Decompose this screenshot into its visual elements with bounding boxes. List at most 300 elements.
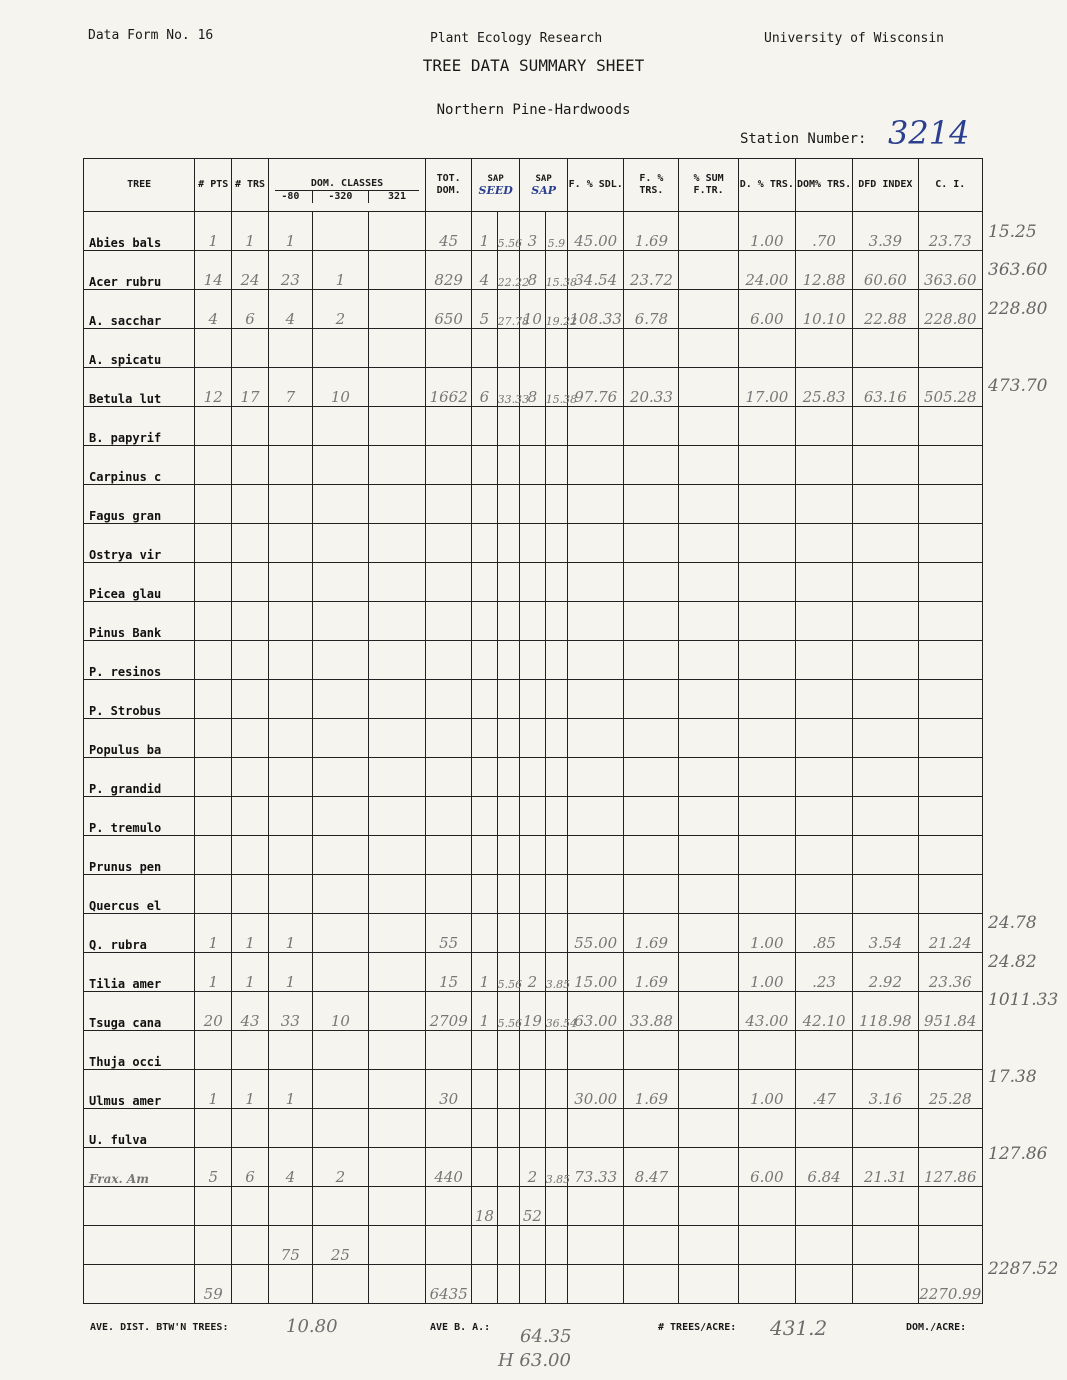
cell-dtrs: 17.00 [738,368,795,407]
cell-ftrs: 20.33 [624,368,679,407]
cell-dfd [853,875,918,914]
cell-b [312,1187,368,1226]
cell-c [368,212,425,251]
tree-name: Frax. Am [84,1148,195,1187]
cell-s3 [520,758,546,797]
cell-a [268,1187,312,1226]
cell-sum [679,368,738,407]
cell-dom [795,680,852,719]
cell-b [312,524,368,563]
cell-ftrs: 1.69 [624,212,679,251]
dom-acre-label: DOM./ACRE: [906,1322,967,1333]
cell-dtrs [738,602,795,641]
cell-fsdl [568,1109,624,1148]
university: University of Wisconsin [764,31,945,46]
cell-fsdl: 45.00 [568,212,624,251]
cell-c [368,1226,425,1265]
cell-s3 [520,446,546,485]
cell-trs [232,719,269,758]
tree-name [84,1265,195,1304]
cell-ci [918,407,982,446]
margin-value: 2287.52 [988,1258,1059,1279]
cell-s2 [497,914,519,953]
cell-fsdl [568,1226,624,1265]
table-row [84,992,983,1031]
cell-c [368,1070,425,1109]
cell-dfd [853,446,918,485]
cell-dfd [853,641,918,680]
cell-dtrs [738,1226,795,1265]
cell-trs [232,563,269,602]
cell-s1 [472,836,498,875]
cell-b: 2 [312,290,368,329]
cell-tot: 829 [426,251,472,290]
cell-sum [679,602,738,641]
cell-ftrs [624,446,679,485]
cell-tot: 15 [426,953,472,992]
cell-c [368,368,425,407]
table-row [84,1187,983,1226]
cell-trs [232,602,269,641]
cell-c [368,524,425,563]
cell-dtrs: 1.00 [738,1070,795,1109]
cell-sum [679,992,738,1031]
cell-sum [679,797,738,836]
cell-tot [426,329,472,368]
cell-dom [795,875,852,914]
tree-name: Pinus Bank [84,602,195,641]
cell-dtrs [738,680,795,719]
cell-ftrs [624,1031,679,1070]
avedist-label: AVE. DIST. BTW'N TREES: [90,1322,229,1333]
cell-dom: .47 [795,1070,852,1109]
cell-pts [195,1109,232,1148]
cell-dfd [853,329,918,368]
cell-ftrs: 8.47 [624,1148,679,1187]
sheet-title: TREE DATA SUMMARY SHEET [422,56,645,75]
cell-s3: 8 [520,251,546,290]
cell-dtrs: 1.00 [738,914,795,953]
cell-ci [918,1109,982,1148]
cell-dtrs [738,446,795,485]
cell-dfd [853,485,918,524]
cell-dfd [853,1226,918,1265]
cell-tot [426,446,472,485]
sap-label-hand: SAP [531,184,557,197]
table-row [84,251,983,290]
cell-fsdl [568,641,624,680]
cell-s4 [545,485,567,524]
cell-ftrs [624,563,679,602]
cell-dtrs [738,1187,795,1226]
cell-c [368,1187,425,1226]
cell-dom [795,1226,852,1265]
cell-b: 1 [312,251,368,290]
cell-trs [232,875,269,914]
cell-a: 33 [268,992,312,1031]
cell-s2 [497,563,519,602]
tree-name: Picea glau [84,563,195,602]
tree-name: A. spicatu [84,329,195,368]
tree-name: Tilia amer [84,953,195,992]
cell-b: 10 [312,368,368,407]
cell-dtrs: 6.00 [738,1148,795,1187]
cell-ci: 2270.99 [918,1265,982,1304]
cell-tot [426,1226,472,1265]
cell-s2 [497,641,519,680]
cell-c [368,563,425,602]
cell-tot [426,797,472,836]
cell-dfd: 63.16 [853,368,918,407]
cell-a [268,602,312,641]
cell-s4 [545,1226,567,1265]
col-tree: TREE [84,159,195,212]
cell-s1 [472,446,498,485]
cell-s3 [520,914,546,953]
cell-dtrs [738,875,795,914]
cell-pts: 1 [195,953,232,992]
cell-trs: 1 [232,914,269,953]
cell-sum [679,1187,738,1226]
cell-dtrs [738,758,795,797]
cell-fsdl: 97.76 [568,368,624,407]
cell-ci [918,719,982,758]
tree-name: U. fulva [84,1109,195,1148]
cell-s3 [520,797,546,836]
cell-ftrs [624,1187,679,1226]
cell-sum [679,485,738,524]
cell-s4 [545,680,567,719]
cell-dfd [853,797,918,836]
cell-s3 [520,407,546,446]
cell-ftrs [624,407,679,446]
cell-dom [795,446,852,485]
cell-fsdl: 73.33 [568,1148,624,1187]
cell-s4 [545,1109,567,1148]
cell-s4 [545,563,567,602]
cell-tot [426,407,472,446]
cell-c [368,875,425,914]
cell-dom [795,563,852,602]
cell-dfd [853,758,918,797]
cell-tot: 45 [426,212,472,251]
cell-ci [918,329,982,368]
cell-tot [426,524,472,563]
seed-label: SEED [478,184,513,197]
cell-c [368,992,425,1031]
cell-pts [195,524,232,563]
cell-s2 [497,875,519,914]
tree-name: Q. rubra [84,914,195,953]
tree-name: Populus ba [84,719,195,758]
cell-fsdl [568,1187,624,1226]
cell-s1 [472,1226,498,1265]
cell-dfd: 3.54 [853,914,918,953]
cell-dom: 6.84 [795,1148,852,1187]
cell-pts [195,719,232,758]
cell-tot: 55 [426,914,472,953]
tree-name: Betula lut [84,368,195,407]
sap-label: SAP [535,174,552,184]
cell-dtrs [738,1109,795,1148]
cell-s3 [520,524,546,563]
cell-sum [679,212,738,251]
table-row [84,602,983,641]
cell-trs [232,797,269,836]
avedist-value: 10.80 [286,1316,338,1337]
cell-trs [232,407,269,446]
col-dom-321: 321 [368,191,425,203]
tree-name: A. sacchar [84,290,195,329]
cell-tot [426,485,472,524]
cell-dfd: 22.88 [853,290,918,329]
cell-fsdl [568,875,624,914]
cell-tot: 30 [426,1070,472,1109]
cell-dom: 12.88 [795,251,852,290]
cell-sum [679,758,738,797]
tree-name: Acer rubru [84,251,195,290]
cell-b [312,563,368,602]
cell-s3: 8 [520,368,546,407]
cell-pts [195,485,232,524]
cell-dom [795,641,852,680]
tree-name: P. tremulo [84,797,195,836]
cell-c [368,1148,425,1187]
cell-a: 1 [268,914,312,953]
organization: Plant Ecology Research [430,31,603,46]
cell-trs: 6 [232,1148,269,1187]
cell-dtrs [738,1265,795,1304]
cell-s3: 52 [520,1187,546,1226]
cell-sum [679,1148,738,1187]
table-row [84,1226,983,1265]
cell-ci [918,641,982,680]
cell-b [312,329,368,368]
cell-dtrs [738,1031,795,1070]
cell-s4 [545,602,567,641]
cell-sum [679,446,738,485]
cell-s3 [520,680,546,719]
cell-c [368,719,425,758]
margin-value: 15.25 [988,222,1037,242]
cell-b [312,641,368,680]
cell-c [368,836,425,875]
cell-s3: 2 [520,953,546,992]
cell-b [312,446,368,485]
cell-s4: 3.85 [545,1148,567,1187]
cell-ci: 127.86 [918,1148,982,1187]
cell-sum [679,1070,738,1109]
cell-s3: 2 [520,1148,546,1187]
seed-sap-label: SAP [487,174,504,184]
cell-pts [195,1031,232,1070]
cell-tot [426,836,472,875]
table-row [84,1109,983,1148]
cell-pts [195,407,232,446]
aveba-value-2: H 63.00 [498,1350,571,1371]
cell-c [368,1109,425,1148]
dom-classes-label: DOM. CLASSES [275,168,419,191]
cell-dfd: 60.60 [853,251,918,290]
cell-s4 [545,407,567,446]
table-row [84,836,983,875]
tree-name: P. resinos [84,641,195,680]
cell-dfd [853,1031,918,1070]
cell-s1 [472,329,498,368]
col-f-trs: F. % TRS. [624,159,679,212]
cell-b [312,1070,368,1109]
tree-name: Tsuga cana [84,992,195,1031]
cell-ci [918,875,982,914]
table-row [84,329,983,368]
cell-b [312,914,368,953]
cell-s3 [520,1031,546,1070]
cell-s1 [472,485,498,524]
cell-c [368,914,425,953]
cell-c [368,641,425,680]
table-body [84,212,983,1304]
cell-a [268,758,312,797]
cell-fsdl: 55.00 [568,914,624,953]
cell-ci: 363.60 [918,251,982,290]
cell-ci [918,1031,982,1070]
cell-trs: 1 [232,1070,269,1109]
cell-a [268,407,312,446]
tree-name: P. Strobus [84,680,195,719]
tree-name: B. papyrif [84,407,195,446]
cell-trs: 24 [232,251,269,290]
cell-sum [679,680,738,719]
cell-pts: 4 [195,290,232,329]
cell-ci: 25.28 [918,1070,982,1109]
cell-b [312,407,368,446]
cell-s1: 1 [472,212,498,251]
cell-ftrs [624,836,679,875]
cell-dom [795,1187,852,1226]
cell-trs: 6 [232,290,269,329]
cell-b [312,1109,368,1148]
cell-s1 [472,1265,498,1304]
cell-trs [232,836,269,875]
cell-ci [918,1226,982,1265]
cell-dom [795,1109,852,1148]
cell-fsdl [568,485,624,524]
cell-c [368,680,425,719]
tree-name: Prunus pen [84,836,195,875]
cell-s2 [497,719,519,758]
col-dom-trs: DOM% TRS. [795,159,852,212]
cell-a: 1 [268,212,312,251]
tree-name: Quercus el [84,875,195,914]
cell-dfd: 118.98 [853,992,918,1031]
cell-s3 [520,719,546,758]
cell-sum [679,251,738,290]
cell-pts [195,680,232,719]
cell-ci [918,836,982,875]
cell-pts: 1 [195,212,232,251]
cell-fsdl [568,797,624,836]
cell-s2: 5.56 [497,992,519,1031]
cell-trs [232,485,269,524]
cell-ci [918,1187,982,1226]
cell-dfd [853,1187,918,1226]
cell-s4 [545,914,567,953]
cell-sum [679,953,738,992]
cell-fsdl [568,1031,624,1070]
cell-fsdl [568,719,624,758]
table-row [84,1148,983,1187]
cell-dtrs: 1.00 [738,212,795,251]
cell-s4 [545,1070,567,1109]
cell-ci [918,758,982,797]
cell-s1 [472,875,498,914]
cell-sum [679,290,738,329]
cell-dtrs [738,836,795,875]
cell-s4 [545,524,567,563]
cell-s1 [472,1148,498,1187]
cell-dom [795,485,852,524]
tree-name [84,1226,195,1265]
cell-trs [232,1031,269,1070]
sheet-subtitle: Northern Pine-Hardwoods [436,102,631,118]
cell-dtrs [738,719,795,758]
cell-dom [795,602,852,641]
cell-pts [195,836,232,875]
cell-s3 [520,1109,546,1148]
cell-dom [795,407,852,446]
cell-fsdl: 63.00 [568,992,624,1031]
cell-dfd [853,524,918,563]
cell-tot: 650 [426,290,472,329]
cell-s4: 36.54 [545,992,567,1031]
cell-s4 [545,875,567,914]
cell-s3 [520,1265,546,1304]
trees-acre-value: 431.2 [770,1316,828,1340]
cell-c [368,329,425,368]
table-row [84,680,983,719]
cell-trs: 1 [232,953,269,992]
cell-a [268,1031,312,1070]
cell-s1 [472,641,498,680]
cell-a [268,1265,312,1304]
cell-ftrs [624,719,679,758]
cell-trs: 43 [232,992,269,1031]
cell-trs: 17 [232,368,269,407]
table-row [84,524,983,563]
cell-s2 [497,407,519,446]
cell-sum [679,563,738,602]
cell-s1 [472,680,498,719]
cell-s4 [545,797,567,836]
cell-s2: 27.78 [497,290,519,329]
cell-pts [195,797,232,836]
cell-dom [795,1031,852,1070]
cell-dom: 25.83 [795,368,852,407]
cell-s3: 19 [520,992,546,1031]
cell-ftrs [624,485,679,524]
tree-name [84,1187,195,1226]
cell-dom [795,1265,852,1304]
cell-ftrs: 23.72 [624,251,679,290]
cell-s1: 1 [472,992,498,1031]
cell-tot [426,602,472,641]
trees-acre-label: # TREES/ACRE: [658,1322,737,1333]
cell-s1 [472,1109,498,1148]
cell-b: 10 [312,992,368,1031]
cell-fsdl: 15.00 [568,953,624,992]
cell-dfd [853,407,918,446]
cell-tot: 2709 [426,992,472,1031]
